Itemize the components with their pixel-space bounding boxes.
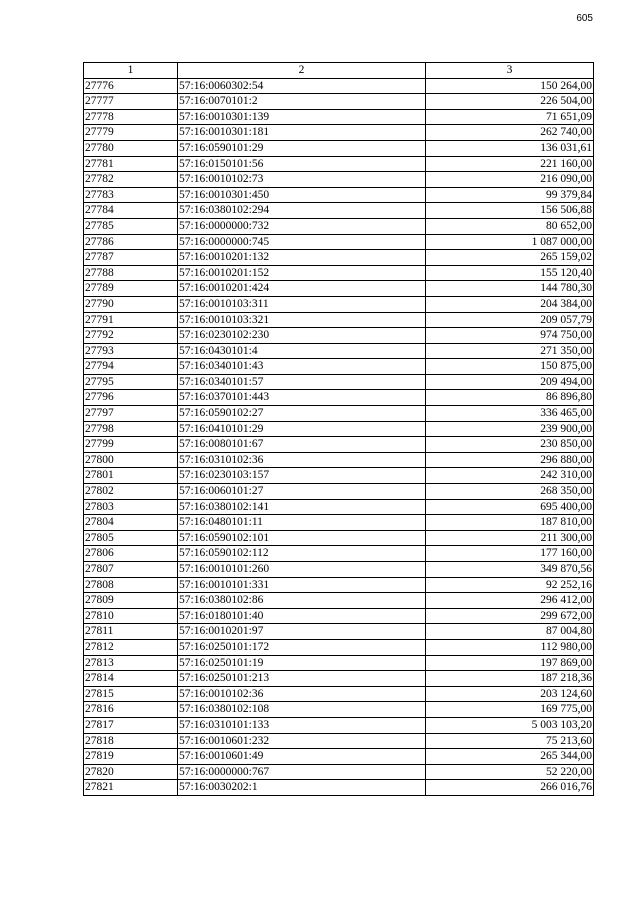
row-number-cell: 27782: [84, 172, 178, 188]
cadastral-number-cell: 57:16:0590101:29: [178, 140, 426, 156]
cadastral-number-cell: 57:16:0010301:450: [178, 187, 426, 203]
cadastral-number-cell: 57:16:0060302:54: [178, 78, 426, 94]
cadastral-number-cell: 57:16:0180101:40: [178, 608, 426, 624]
cadastral-number-cell: 57:16:0340101:57: [178, 374, 426, 390]
cadastral-number-cell: 57:16:0370101:443: [178, 390, 426, 406]
cadastral-number-cell: 57:16:0410101:29: [178, 421, 426, 437]
row-number-cell: 27820: [84, 764, 178, 780]
value-cell: 5 003 103,20: [426, 717, 594, 733]
value-cell: 169 775,00: [426, 702, 594, 718]
row-number-cell: 27817: [84, 717, 178, 733]
row-number-cell: 27799: [84, 437, 178, 453]
value-cell: 204 384,00: [426, 296, 594, 312]
value-cell: 336 465,00: [426, 406, 594, 422]
row-number-cell: 27810: [84, 608, 178, 624]
row-number-cell: 27781: [84, 156, 178, 172]
row-number-cell: 27786: [84, 234, 178, 250]
table-row: [84, 374, 594, 390]
row-number-cell: 27815: [84, 686, 178, 702]
cadastral-number-cell: 57:16:0010101:331: [178, 577, 426, 593]
table-row: [84, 499, 594, 515]
value-cell: 226 504,00: [426, 94, 594, 110]
row-number-cell: 27819: [84, 749, 178, 765]
table-row: [84, 608, 594, 624]
value-cell: 299 672,00: [426, 608, 594, 624]
column-header-2: 2: [178, 63, 426, 79]
table-row: [84, 390, 594, 406]
value-cell: 52 220,00: [426, 764, 594, 780]
table-header: [84, 63, 594, 79]
table-row: [84, 749, 594, 765]
table-row: [84, 452, 594, 468]
value-cell: 230 850,00: [426, 437, 594, 453]
value-cell: 296 880,00: [426, 452, 594, 468]
cadastral-number-cell: 57:16:0230103:157: [178, 468, 426, 484]
table-row: [84, 655, 594, 671]
row-number-cell: 27816: [84, 702, 178, 718]
cadastral-number-cell: 57:16:0010601:232: [178, 733, 426, 749]
cadastral-number-cell: 57:16:0010102:36: [178, 686, 426, 702]
cadastral-number-cell: 57:16:0340101:43: [178, 359, 426, 375]
value-cell: 221 160,00: [426, 156, 594, 172]
cadastral-number-cell: 57:16:0310102:36: [178, 452, 426, 468]
cadastral-number-cell: 57:16:0000000:732: [178, 218, 426, 234]
cadastral-number-cell: 57:16:0250101:172: [178, 639, 426, 655]
cadastral-number-cell: 57:16:0590102:27: [178, 406, 426, 422]
cadastral-number-cell: 57:16:0010601:49: [178, 749, 426, 765]
value-cell: 144 780,30: [426, 281, 594, 297]
value-cell: 211 300,00: [426, 530, 594, 546]
row-number-cell: 27805: [84, 530, 178, 546]
row-number-cell: 27798: [84, 421, 178, 437]
row-number-cell: 27788: [84, 265, 178, 281]
value-cell: 203 124,60: [426, 686, 594, 702]
value-cell: 349 870,56: [426, 562, 594, 578]
cadastral-number-cell: 57:16:0380102:86: [178, 593, 426, 609]
row-number-cell: 27776: [84, 78, 178, 94]
value-cell: 187 218,36: [426, 671, 594, 687]
value-cell: 177 160,00: [426, 546, 594, 562]
value-cell: 695 400,00: [426, 499, 594, 515]
table-row: [84, 468, 594, 484]
row-number-cell: 27792: [84, 328, 178, 344]
header-row: [84, 63, 594, 79]
table-row: [84, 281, 594, 297]
value-cell: 71 651,09: [426, 109, 594, 125]
table-row: [84, 109, 594, 125]
value-cell: 150 875,00: [426, 359, 594, 375]
value-cell: 80 652,00: [426, 218, 594, 234]
table-row: [84, 593, 594, 609]
cadastral-number-cell: 57:16:0430101:4: [178, 343, 426, 359]
table-row: [84, 733, 594, 749]
cadastral-number-cell: 57:16:0250101:19: [178, 655, 426, 671]
cadastral-number-cell: 57:16:0060101:27: [178, 484, 426, 500]
cadastral-number-cell: 57:16:0380102:294: [178, 203, 426, 219]
value-cell: 209 494,00: [426, 374, 594, 390]
table-row: [84, 78, 594, 94]
column-header-1: 1: [84, 63, 178, 79]
cadastral-number-cell: 57:16:0010301:139: [178, 109, 426, 125]
row-number-cell: 27814: [84, 671, 178, 687]
row-number-cell: 27793: [84, 343, 178, 359]
table-body: [84, 78, 594, 795]
table-row: [84, 639, 594, 655]
cadastral-number-cell: 57:16:0010102:73: [178, 172, 426, 188]
table-row: [84, 187, 594, 203]
table-row: [84, 406, 594, 422]
value-cell: 156 506,88: [426, 203, 594, 219]
row-number-cell: 27797: [84, 406, 178, 422]
value-cell: 239 900,00: [426, 421, 594, 437]
table-row: [84, 624, 594, 640]
table-row: [84, 312, 594, 328]
table-row: [84, 265, 594, 281]
value-cell: 268 350,00: [426, 484, 594, 500]
cadastral-number-cell: 57:16:0010201:97: [178, 624, 426, 640]
row-number-cell: 27779: [84, 125, 178, 141]
cadastral-number-cell: 57:16:0310101:133: [178, 717, 426, 733]
table-row: [84, 140, 594, 156]
row-number-cell: 27808: [84, 577, 178, 593]
value-cell: 136 031,61: [426, 140, 594, 156]
value-cell: 262 740,00: [426, 125, 594, 141]
row-number-cell: 27801: [84, 468, 178, 484]
value-cell: 187 810,00: [426, 515, 594, 531]
row-number-cell: 27787: [84, 250, 178, 266]
table-row: [84, 359, 594, 375]
table-row: [84, 172, 594, 188]
cadastral-number-cell: 57:16:0010201:132: [178, 250, 426, 266]
cadastral-number-cell: 57:16:0590102:112: [178, 546, 426, 562]
row-number-cell: 27790: [84, 296, 178, 312]
table-row: [84, 515, 594, 531]
table-row: [84, 484, 594, 500]
table-row: [84, 686, 594, 702]
cadastral-number-cell: 57:16:0070101:2: [178, 94, 426, 110]
row-number-cell: 27795: [84, 374, 178, 390]
value-cell: 265 159,02: [426, 250, 594, 266]
row-number-cell: 27818: [84, 733, 178, 749]
cadastral-number-cell: 57:16:0010103:311: [178, 296, 426, 312]
cadastral-number-cell: 57:16:0010103:321: [178, 312, 426, 328]
data-table: [83, 62, 594, 796]
cadastral-number-cell: 57:16:0010201:152: [178, 265, 426, 281]
table-row: [84, 421, 594, 437]
cadastral-number-cell: 57:16:0000000:745: [178, 234, 426, 250]
cadastral-number-cell: 57:16:0030202:1: [178, 780, 426, 796]
table-row: [84, 437, 594, 453]
table-row: [84, 530, 594, 546]
value-cell: 266 016,76: [426, 780, 594, 796]
value-cell: 209 057,79: [426, 312, 594, 328]
row-number-cell: 27804: [84, 515, 178, 531]
row-number-cell: 27809: [84, 593, 178, 609]
table-row: [84, 343, 594, 359]
value-cell: 75 213,60: [426, 733, 594, 749]
table-row: [84, 234, 594, 250]
row-number-cell: 27812: [84, 639, 178, 655]
value-cell: 112 980,00: [426, 639, 594, 655]
value-cell: 197 869,00: [426, 655, 594, 671]
table-row: [84, 328, 594, 344]
table-row: [84, 218, 594, 234]
value-cell: 271 350,00: [426, 343, 594, 359]
value-cell: 974 750,00: [426, 328, 594, 344]
row-number-cell: 27785: [84, 218, 178, 234]
cadastral-number-cell: 57:16:0010101:260: [178, 562, 426, 578]
table-row: [84, 702, 594, 718]
table-row: [84, 671, 594, 687]
table-row: [84, 780, 594, 796]
table-row: [84, 203, 594, 219]
table-row: [84, 717, 594, 733]
row-number-cell: 27811: [84, 624, 178, 640]
row-number-cell: 27813: [84, 655, 178, 671]
cadastral-number-cell: 57:16:0380102:141: [178, 499, 426, 515]
page-number: 605: [576, 13, 593, 24]
table-row: [84, 577, 594, 593]
table-row: [84, 296, 594, 312]
cadastral-number-cell: 57:16:0230102:230: [178, 328, 426, 344]
cadastral-number-cell: 57:16:0000000:767: [178, 764, 426, 780]
row-number-cell: 27796: [84, 390, 178, 406]
cadastral-number-cell: 57:16:0150101:56: [178, 156, 426, 172]
value-cell: 242 310,00: [426, 468, 594, 484]
row-number-cell: 27791: [84, 312, 178, 328]
value-cell: 150 264,00: [426, 78, 594, 94]
row-number-cell: 27777: [84, 94, 178, 110]
value-cell: 1 087 000,00: [426, 234, 594, 250]
table-row: [84, 764, 594, 780]
row-number-cell: 27784: [84, 203, 178, 219]
row-number-cell: 27821: [84, 780, 178, 796]
column-header-3: 3: [426, 63, 594, 79]
row-number-cell: 27794: [84, 359, 178, 375]
value-cell: 87 004,80: [426, 624, 594, 640]
cadastral-number-cell: 57:16:0480101:11: [178, 515, 426, 531]
cadastral-number-cell: 57:16:0080101:67: [178, 437, 426, 453]
value-cell: 86 896,80: [426, 390, 594, 406]
cadastral-number-cell: 57:16:0590102:101: [178, 530, 426, 546]
cadastral-number-cell: 57:16:0380102:108: [178, 702, 426, 718]
row-number-cell: 27789: [84, 281, 178, 297]
cadastral-number-cell: 57:16:0010201:424: [178, 281, 426, 297]
row-number-cell: 27780: [84, 140, 178, 156]
table-row: [84, 125, 594, 141]
table-row: [84, 156, 594, 172]
value-cell: 99 379,84: [426, 187, 594, 203]
value-cell: 296 412,00: [426, 593, 594, 609]
row-number-cell: 27803: [84, 499, 178, 515]
value-cell: 265 344,00: [426, 749, 594, 765]
value-cell: 155 120,40: [426, 265, 594, 281]
row-number-cell: 27807: [84, 562, 178, 578]
row-number-cell: 27800: [84, 452, 178, 468]
cadastral-number-cell: 57:16:0010301:181: [178, 125, 426, 141]
row-number-cell: 27778: [84, 109, 178, 125]
table-row: [84, 546, 594, 562]
table-row: [84, 250, 594, 266]
value-cell: 216 090,00: [426, 172, 594, 188]
table-row: [84, 94, 594, 110]
value-cell: 92 252,16: [426, 577, 594, 593]
row-number-cell: 27783: [84, 187, 178, 203]
row-number-cell: 27806: [84, 546, 178, 562]
row-number-cell: 27802: [84, 484, 178, 500]
table-row: [84, 562, 594, 578]
cadastral-number-cell: 57:16:0250101:213: [178, 671, 426, 687]
